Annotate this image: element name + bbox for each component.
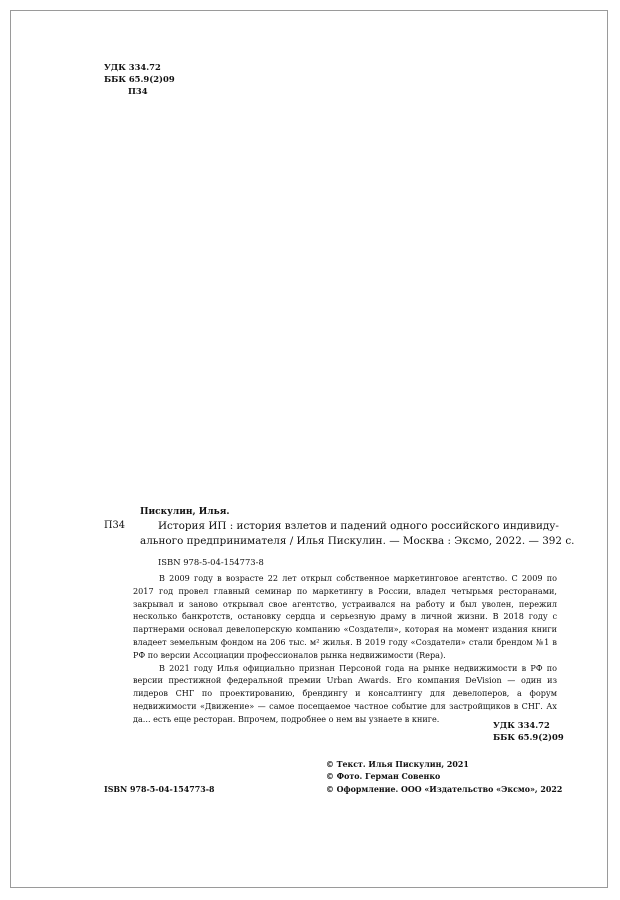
annotation	[133, 572, 557, 726]
card-bbk: ББК 65.9(2)09	[493, 732, 564, 742]
annotation-paragraph-2: В 2021 году Илья официально признан Персоной года на рынке недвижимости в РФ по версии престижной федеральной премии Urban Awards. Его компания DeVision — один из лидеров СНГ по проектированию, брендингу и консалтингу для девелоперов, а форум недвижимости «Движение» — самое посещаемое частное событие для застройщиков в СНГ. Ах да... есть еще ресторан. Впрочем, подробнее о нем вы узнаете в книге.	[133, 662, 557, 724]
title-line-1: История ИП : история взлетов и падений одного российского индивиду-	[158, 520, 559, 532]
footer-isbn: ISBN 978-5-04-154773-8	[104, 785, 215, 794]
card-isbn: ISBN 978-5-04-154773-8	[158, 557, 264, 567]
copyright-text: © Текст. Илья Пискулин, 2021	[326, 760, 469, 769]
card-udk: УДК 334.72	[493, 720, 550, 730]
top-udk: УДК 334.72	[104, 62, 161, 72]
copyright-photo: © Фото. Герман Совенко	[326, 772, 441, 781]
top-bbk: ББК 65.9(2)09	[104, 74, 175, 84]
card-author-mark: П34	[104, 520, 126, 531]
top-author-mark: П34	[128, 86, 148, 96]
annotation-paragraph-1: В 2009 году в возрасте 22 лет открыл собственное маркетинговое агентство. С 2009 по 2017 год провел главный семинар по маркетингу в России, владел четырьмя ресторанами, закрывал и заново открывал свое агентство, устраивался на работу и был уволен, пережил несколько банкротств, остановку сердца и серьезную драму в личной жизни. В 2018 году с партнерами основал девелоперскую компанию «Создатели», которая на момент издания книги владеет земельным фондом на 206 тыс. м² жилья. В 2019 году «Создатели» стали брендом №1 в РФ по версии Ассоциации профессионалов рынка недвижимости (Repa).	[133, 573, 557, 660]
title-line-2: ального предпринимателя / Илья Пискулин. — Москва : Эксмо, 2022. — 392 с.	[140, 535, 575, 547]
page-frame	[10, 10, 608, 888]
copyright-design: © Оформление. ООО «Издательство «Эксмо», 2022	[326, 785, 563, 794]
author-heading: Пискулин, Илья.	[140, 507, 230, 517]
